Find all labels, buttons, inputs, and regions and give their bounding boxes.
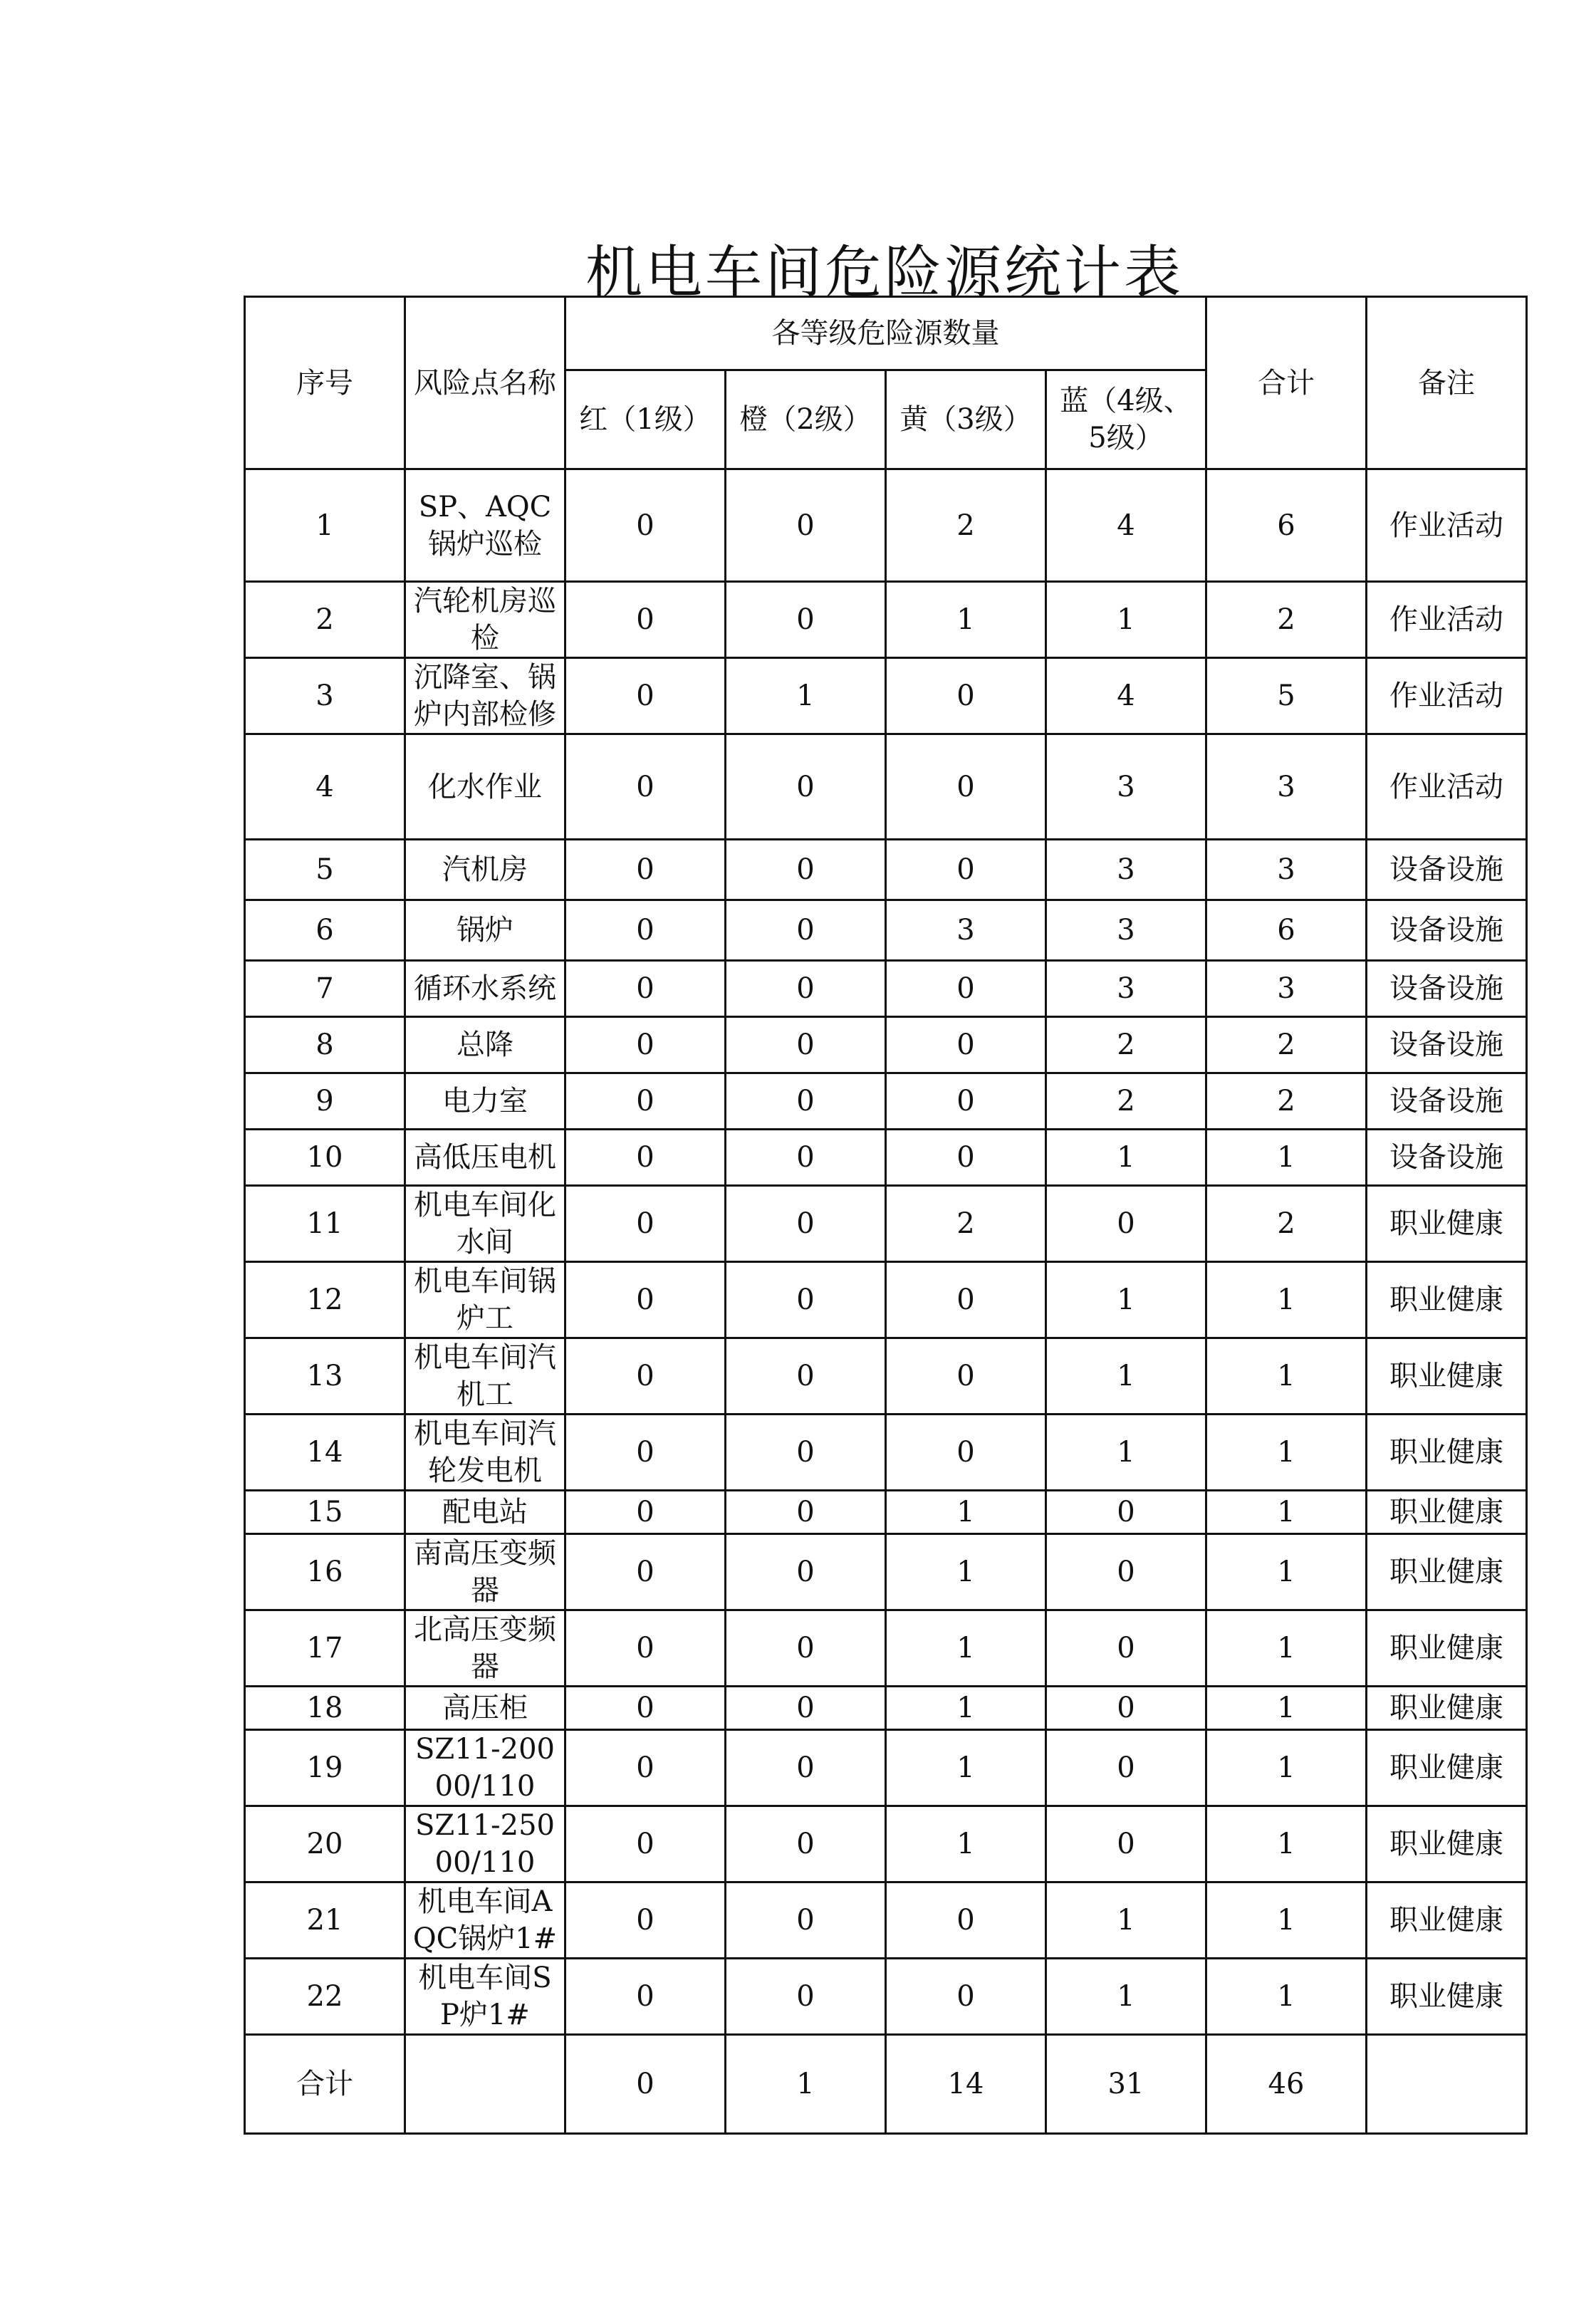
- cell-total: 1: [1206, 1262, 1367, 1338]
- cell-name: 机电车间AQC锅炉1#: [405, 1882, 565, 1959]
- cell-seq: 1: [245, 469, 405, 582]
- totals-remark: [1367, 2035, 1527, 2134]
- totals-blue: 31: [1046, 2035, 1206, 2134]
- cell-seq: 15: [245, 1491, 405, 1534]
- cell-red: 0: [565, 469, 726, 582]
- cell-seq: 20: [245, 1806, 405, 1882]
- cell-yellow: 3: [886, 900, 1046, 961]
- cell-orange: 0: [726, 1806, 886, 1882]
- cell-red: 0: [565, 961, 726, 1017]
- cell-blue: 0: [1046, 1687, 1206, 1730]
- cell-seq: 9: [245, 1073, 405, 1130]
- header-name: 风险点名称: [405, 297, 565, 469]
- cell-total: 1: [1206, 1491, 1367, 1534]
- table-row: [245, 961, 1527, 1017]
- table-row: [245, 900, 1527, 961]
- cell-name: SZ11-25000/110: [405, 1806, 565, 1882]
- cell-remark: 职业健康: [1367, 1687, 1527, 1730]
- cell-blue: 3: [1046, 840, 1206, 900]
- table-row: [245, 1338, 1527, 1415]
- cell-red: 0: [565, 840, 726, 900]
- totals-orange: 1: [726, 2035, 886, 2134]
- table-row: [245, 1186, 1527, 1262]
- cell-orange: 0: [726, 1415, 886, 1491]
- cell-name: 机电车间化水间: [405, 1186, 565, 1262]
- header-seq: 序号: [245, 297, 405, 469]
- cell-name: 机电车间汽机工: [405, 1338, 565, 1415]
- cell-blue: 1: [1046, 1415, 1206, 1491]
- cell-red: 0: [565, 734, 726, 840]
- cell-orange: 0: [726, 900, 886, 961]
- cell-seq: 14: [245, 1415, 405, 1491]
- cell-seq: 21: [245, 1882, 405, 1959]
- cell-remark: 作业活动: [1367, 582, 1527, 658]
- cell-total: 1: [1206, 1415, 1367, 1491]
- cell-remark: 设备设施: [1367, 1073, 1527, 1130]
- totals-red: 0: [565, 2035, 726, 2134]
- cell-remark: 设备设施: [1367, 961, 1527, 1017]
- cell-red: 0: [565, 1534, 726, 1610]
- cell-yellow: 1: [886, 1534, 1046, 1610]
- cell-remark: 作业活动: [1367, 734, 1527, 840]
- header-total: 合计: [1206, 297, 1367, 469]
- cell-remark: 职业健康: [1367, 1730, 1527, 1806]
- cell-blue: 4: [1046, 469, 1206, 582]
- cell-red: 0: [565, 1491, 726, 1534]
- cell-red: 0: [565, 658, 726, 734]
- cell-name: 机电车间锅炉工: [405, 1262, 565, 1338]
- cell-red: 0: [565, 1338, 726, 1415]
- cell-blue: 1: [1046, 1262, 1206, 1338]
- totals-yellow: 14: [886, 2035, 1046, 2134]
- cell-orange: 0: [726, 961, 886, 1017]
- cell-orange: 0: [726, 1882, 886, 1959]
- cell-orange: 0: [726, 1959, 886, 2035]
- cell-red: 0: [565, 1882, 726, 1959]
- table-row: [245, 1017, 1527, 1073]
- cell-yellow: 0: [886, 1017, 1046, 1073]
- cell-remark: 设备设施: [1367, 900, 1527, 961]
- cell-name: 配电站: [405, 1491, 565, 1534]
- cell-seq: 13: [245, 1338, 405, 1415]
- cell-total: 1: [1206, 1130, 1367, 1186]
- cell-orange: 0: [726, 469, 886, 582]
- table-row: [245, 582, 1527, 658]
- cell-blue: 0: [1046, 1806, 1206, 1882]
- table-row: [245, 469, 1527, 582]
- cell-seq: 11: [245, 1186, 405, 1262]
- cell-yellow: 0: [886, 734, 1046, 840]
- cell-seq: 19: [245, 1730, 405, 1806]
- cell-total: 1: [1206, 1730, 1367, 1806]
- cell-name: 循环水系统: [405, 961, 565, 1017]
- cell-red: 0: [565, 1186, 726, 1262]
- header-group: 各等级危险源数量: [565, 297, 1206, 370]
- cell-name: 北高压变频器: [405, 1610, 565, 1687]
- cell-seq: 22: [245, 1959, 405, 2035]
- cell-blue: 1: [1046, 582, 1206, 658]
- table-row: [245, 658, 1527, 734]
- cell-remark: 作业活动: [1367, 658, 1527, 734]
- cell-orange: 0: [726, 1073, 886, 1130]
- cell-seq: 17: [245, 1610, 405, 1687]
- cell-seq: 18: [245, 1687, 405, 1730]
- table-row: [245, 1534, 1527, 1610]
- cell-seq: 2: [245, 582, 405, 658]
- cell-orange: 0: [726, 1730, 886, 1806]
- cell-remark: 职业健康: [1367, 1415, 1527, 1491]
- cell-name: 汽机房: [405, 840, 565, 900]
- cell-blue: 0: [1046, 1491, 1206, 1534]
- cell-name: 化水作业: [405, 734, 565, 840]
- cell-blue: 1: [1046, 1882, 1206, 1959]
- cell-red: 0: [565, 1959, 726, 2035]
- cell-remark: 职业健康: [1367, 1610, 1527, 1687]
- totals-label: 合计: [245, 2035, 405, 2134]
- cell-total: 3: [1206, 734, 1367, 840]
- header-yellow: 黄（3级）: [886, 370, 1046, 469]
- cell-orange: 0: [726, 1017, 886, 1073]
- cell-remark: 职业健康: [1367, 1262, 1527, 1338]
- cell-red: 0: [565, 1806, 726, 1882]
- cell-total: 1: [1206, 1687, 1367, 1730]
- page-title: 机电车间危险源统计表: [585, 239, 1184, 306]
- cell-remark: 职业健康: [1367, 1959, 1527, 2035]
- table-row: [245, 1882, 1527, 1959]
- table-row: [245, 1073, 1527, 1130]
- cell-seq: 10: [245, 1130, 405, 1186]
- cell-orange: 0: [726, 840, 886, 900]
- cell-name: 机电车间SP炉1#: [405, 1959, 565, 2035]
- cell-blue: 3: [1046, 961, 1206, 1017]
- cell-name: SZ11-20000/110: [405, 1730, 565, 1806]
- cell-total: 3: [1206, 840, 1367, 900]
- cell-blue: 4: [1046, 658, 1206, 734]
- cell-seq: 8: [245, 1017, 405, 1073]
- cell-remark: 设备设施: [1367, 1017, 1527, 1073]
- cell-yellow: 1: [886, 582, 1046, 658]
- cell-yellow: 1: [886, 1806, 1046, 1882]
- cell-blue: 0: [1046, 1730, 1206, 1806]
- cell-orange: 0: [726, 582, 886, 658]
- cell-yellow: 2: [886, 1186, 1046, 1262]
- table-row: [245, 1262, 1527, 1338]
- cell-total: 2: [1206, 1017, 1367, 1073]
- cell-red: 0: [565, 1017, 726, 1073]
- cell-yellow: 0: [886, 1338, 1046, 1415]
- cell-total: 1: [1206, 1610, 1367, 1687]
- cell-remark: 职业健康: [1367, 1186, 1527, 1262]
- cell-seq: 16: [245, 1534, 405, 1610]
- cell-seq: 6: [245, 900, 405, 961]
- table-row: [245, 1806, 1527, 1882]
- cell-orange: 0: [726, 1186, 886, 1262]
- cell-seq: 12: [245, 1262, 405, 1338]
- cell-remark: 职业健康: [1367, 1534, 1527, 1610]
- header-blue: 蓝（4级、5级）: [1046, 370, 1206, 469]
- cell-orange: 0: [726, 1130, 886, 1186]
- cell-yellow: 0: [886, 1882, 1046, 1959]
- cell-remark: 职业健康: [1367, 1806, 1527, 1882]
- cell-name: 机电车间汽轮发电机: [405, 1415, 565, 1491]
- cell-blue: 0: [1046, 1534, 1206, 1610]
- cell-blue: 2: [1046, 1073, 1206, 1130]
- cell-total: 2: [1206, 1186, 1367, 1262]
- header-orange: 橙（2级）: [726, 370, 886, 469]
- cell-total: 5: [1206, 658, 1367, 734]
- cell-total: 3: [1206, 961, 1367, 1017]
- cell-name: 高低压电机: [405, 1130, 565, 1186]
- table-row: [245, 1130, 1527, 1186]
- cell-red: 0: [565, 1073, 726, 1130]
- cell-red: 0: [565, 1687, 726, 1730]
- table-row: [245, 1730, 1527, 1806]
- cell-blue: 0: [1046, 1186, 1206, 1262]
- totals-total: 46: [1206, 2035, 1367, 2134]
- cell-yellow: 0: [886, 840, 1046, 900]
- cell-seq: 5: [245, 840, 405, 900]
- cell-orange: 1: [726, 658, 886, 734]
- header-red: 红（1级）: [565, 370, 726, 469]
- cell-name: 南高压变频器: [405, 1534, 565, 1610]
- cell-orange: 0: [726, 1262, 886, 1338]
- cell-remark: 职业健康: [1367, 1882, 1527, 1959]
- cell-remark: 职业健康: [1367, 1338, 1527, 1415]
- cell-blue: 0: [1046, 1610, 1206, 1687]
- cell-red: 0: [565, 1610, 726, 1687]
- table-row: [245, 1687, 1527, 1730]
- cell-total: 2: [1206, 582, 1367, 658]
- cell-orange: 0: [726, 1534, 886, 1610]
- totals-name: [405, 2035, 565, 2134]
- cell-name: 高压柜: [405, 1687, 565, 1730]
- cell-yellow: 1: [886, 1687, 1046, 1730]
- cell-total: 2: [1206, 1073, 1367, 1130]
- cell-name: 沉降室、锅炉内部检修: [405, 658, 565, 734]
- cell-remark: 职业健康: [1367, 1491, 1527, 1534]
- cell-seq: 4: [245, 734, 405, 840]
- table-row: [245, 1610, 1527, 1687]
- cell-blue: 3: [1046, 900, 1206, 961]
- cell-seq: 7: [245, 961, 405, 1017]
- cell-orange: 0: [726, 1491, 886, 1534]
- cell-blue: 1: [1046, 1338, 1206, 1415]
- cell-name: 锅炉: [405, 900, 565, 961]
- cell-blue: 1: [1046, 1130, 1206, 1186]
- cell-total: 1: [1206, 1959, 1367, 2035]
- cell-yellow: 0: [886, 1959, 1046, 2035]
- cell-name: 总降: [405, 1017, 565, 1073]
- cell-orange: 0: [726, 1687, 886, 1730]
- cell-yellow: 1: [886, 1610, 1046, 1687]
- cell-total: 6: [1206, 469, 1367, 582]
- cell-remark: 作业活动: [1367, 469, 1527, 582]
- cell-seq: 3: [245, 658, 405, 734]
- cell-name: 汽轮机房巡检: [405, 582, 565, 658]
- cell-red: 0: [565, 1415, 726, 1491]
- cell-red: 0: [565, 582, 726, 658]
- table-row: [245, 840, 1527, 900]
- cell-blue: 1: [1046, 1959, 1206, 2035]
- cell-remark: 设备设施: [1367, 1130, 1527, 1186]
- table-row: [245, 734, 1527, 840]
- totals-row: [245, 2035, 1527, 2134]
- cell-yellow: 0: [886, 658, 1046, 734]
- cell-total: 1: [1206, 1882, 1367, 1959]
- cell-blue: 3: [1046, 734, 1206, 840]
- hazard-table: [244, 296, 1528, 2135]
- cell-red: 0: [565, 1730, 726, 1806]
- cell-yellow: 2: [886, 469, 1046, 582]
- cell-name: 电力室: [405, 1073, 565, 1130]
- cell-name: SP、AQC锅炉巡检: [405, 469, 565, 582]
- cell-total: 6: [1206, 900, 1367, 961]
- cell-yellow: 0: [886, 961, 1046, 1017]
- cell-yellow: 0: [886, 1073, 1046, 1130]
- table-row: [245, 1959, 1527, 2035]
- table-row: [245, 1491, 1527, 1534]
- header-remark: 备注: [1367, 297, 1527, 469]
- cell-total: 1: [1206, 1338, 1367, 1415]
- cell-yellow: 1: [886, 1730, 1046, 1806]
- cell-yellow: 1: [886, 1491, 1046, 1534]
- cell-total: 1: [1206, 1806, 1367, 1882]
- cell-yellow: 0: [886, 1130, 1046, 1186]
- cell-total: 1: [1206, 1534, 1367, 1610]
- cell-red: 0: [565, 1130, 726, 1186]
- cell-yellow: 0: [886, 1262, 1046, 1338]
- cell-remark: 设备设施: [1367, 840, 1527, 900]
- cell-orange: 0: [726, 1338, 886, 1415]
- cell-yellow: 0: [886, 1415, 1046, 1491]
- cell-orange: 0: [726, 734, 886, 840]
- cell-red: 0: [565, 900, 726, 961]
- cell-orange: 0: [726, 1610, 886, 1687]
- cell-red: 0: [565, 1262, 726, 1338]
- cell-blue: 2: [1046, 1017, 1206, 1073]
- table-row: [245, 1415, 1527, 1491]
